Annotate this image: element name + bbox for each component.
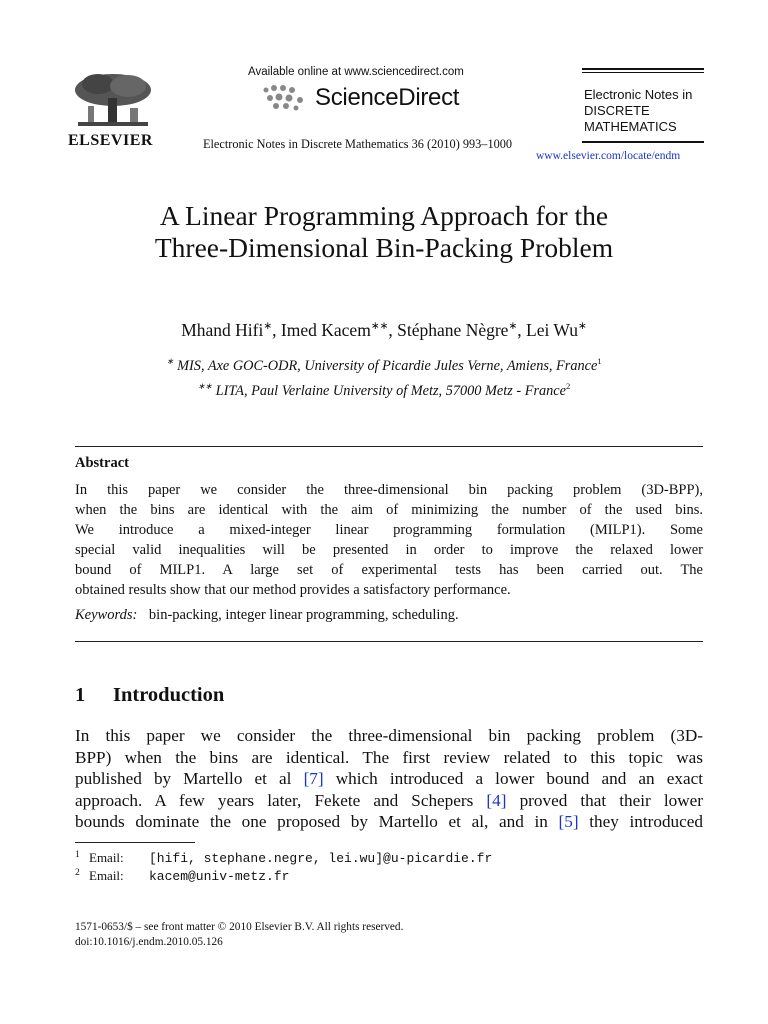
journal-box-line-3: MATHEMATICS (584, 119, 677, 134)
intro-text: bounds dominate the one proposed by Martello et al, and in (75, 812, 559, 831)
section-number: 1 (75, 684, 86, 706)
doi[interactable]: doi:10.1016/j.endm.2010.05.126 (75, 936, 223, 948)
journal-box (582, 68, 704, 143)
journal-box-line-2: DISCRETE (584, 103, 650, 118)
abstract-line: In this paper we consider the three-dimensional bin packing problem (3D-BPP), (75, 482, 703, 498)
affiliation-mark: ∗ (166, 356, 174, 367)
author-separator: , (388, 320, 398, 340)
publisher-name: ELSEVIER (68, 132, 153, 149)
author-name: Lei Wu (526, 320, 578, 340)
intro-text: approach. A few years later, Fekete and Schepers (75, 790, 487, 810)
title-line-2: Three-Dimensional Bin-Packing Problem (154, 232, 614, 263)
footnote-rule (75, 842, 195, 843)
abstract-line: We introduce a mixed-integer linear programming formulation (MILP1). Some (75, 522, 703, 538)
abstract-line: special valid inequalities will be presented in order to improve the relaxed lower (75, 542, 703, 558)
intro-line (75, 725, 703, 747)
abstract-line: when the bins are identical with the aim of minimizing the number of the used bins. (75, 502, 703, 518)
sciencedirect-brand: ScienceDirect (315, 84, 460, 111)
journal-box-line-1: Electronic Notes in (584, 87, 693, 102)
intro-line (75, 790, 703, 812)
footnote-email[interactable]: [hifi, stephane.negre, lei.wu]@u-picardie.fr (149, 851, 493, 866)
abstract-top-rule (75, 446, 703, 447)
elsevier-logo (68, 70, 158, 150)
affiliation-mark: ∗∗ (197, 381, 213, 392)
author-separator: , (517, 320, 527, 340)
footnote-label: Email: (89, 850, 124, 865)
author-mark: ∗ (577, 321, 587, 333)
abstract-line: bound of MILP1. A large set of experimental tests has been carried out. The (75, 562, 703, 578)
sciencedirect-dots-icon (262, 84, 310, 112)
intro-paragraph (75, 725, 703, 833)
abstract-body (75, 480, 703, 600)
citation-link[interactable]: [4] (486, 790, 507, 810)
author-mark: ∗ (263, 321, 273, 333)
author-name: Mhand Hifi (181, 320, 264, 340)
intro-line (75, 747, 703, 769)
author-mark: ∗ (508, 321, 518, 333)
affiliation-text: MIS, Axe GOC-ODR, University of Picardie Jules Verne, Amiens, France (177, 358, 598, 374)
footnote-label: Email: (89, 868, 124, 883)
copyright-notice: 1571-0653/$ – see front matter © 2010 Elsevier B.V. All rights reserved. (75, 921, 404, 933)
intro-text: published by Martello et al (75, 769, 304, 788)
journal-url-link[interactable]: www.elsevier.com/locate/endm (536, 150, 681, 162)
abstract-heading: Abstract (75, 455, 129, 471)
intro-text: proved that their lower (506, 790, 703, 810)
affiliation-text: LITA, Paul Verlaine University of Metz, 57000 Metz - France (215, 383, 566, 399)
journal-citation: Electronic Notes in Discrete Mathematics 36 (2010) 993–1000 (203, 137, 513, 151)
author-name: Stéphane Nègre (397, 320, 509, 340)
author-separator: , (272, 320, 281, 340)
elsevier-tree-icon (68, 70, 158, 130)
journal-box-bottom-rule (582, 141, 704, 143)
author-list (0, 320, 768, 341)
section-heading (75, 684, 224, 707)
intro-line (75, 811, 703, 833)
keywords-label: Keywords: (75, 607, 138, 623)
footnote-email[interactable]: kacem@univ-metz.fr (149, 869, 290, 884)
citation-link[interactable]: [7] (303, 769, 324, 788)
journal-box-text (582, 73, 704, 141)
abstract-line: obtained results show that our method provides a satisfactory performance. (75, 582, 511, 598)
title-line-1: A Linear Programming Approach for the (159, 200, 609, 231)
author-name: Imed Kacem (280, 320, 371, 340)
footnote-ref[interactable]: 1 (597, 356, 602, 367)
journal-box-top-rule (582, 68, 704, 70)
intro-text: which introduced a lower bound and an exact (323, 769, 704, 788)
intro-line (75, 768, 703, 790)
section-title: Introduction (113, 684, 225, 706)
footnote-2: 2 Email: kacem@univ-metz.fr (75, 867, 290, 884)
keywords-text: bin-packing, integer linear programming, scheduling. (148, 607, 459, 623)
author-mark: ∗∗ (370, 321, 389, 333)
affiliation-2 (0, 383, 768, 400)
intro-text: BPP) when the bins are identical. The first review related to this topic was (75, 747, 703, 767)
intro-text: they introduced (578, 812, 704, 831)
keywords (75, 607, 459, 624)
footnote-ref[interactable]: 2 (566, 381, 571, 392)
available-online-text: Available online at www.sciencedirect.com (248, 66, 464, 78)
citation-link[interactable]: [5] (558, 812, 579, 831)
paper-title (0, 200, 768, 264)
abstract-bottom-rule (75, 641, 703, 642)
affiliation-1 (0, 358, 768, 375)
footnote-1: 1 Email: [hifi, stephane.negre, lei.wu]@u-picardie.fr (75, 849, 493, 866)
intro-text: In this paper we consider the three-dimensional bin packing problem (3D- (75, 726, 703, 745)
